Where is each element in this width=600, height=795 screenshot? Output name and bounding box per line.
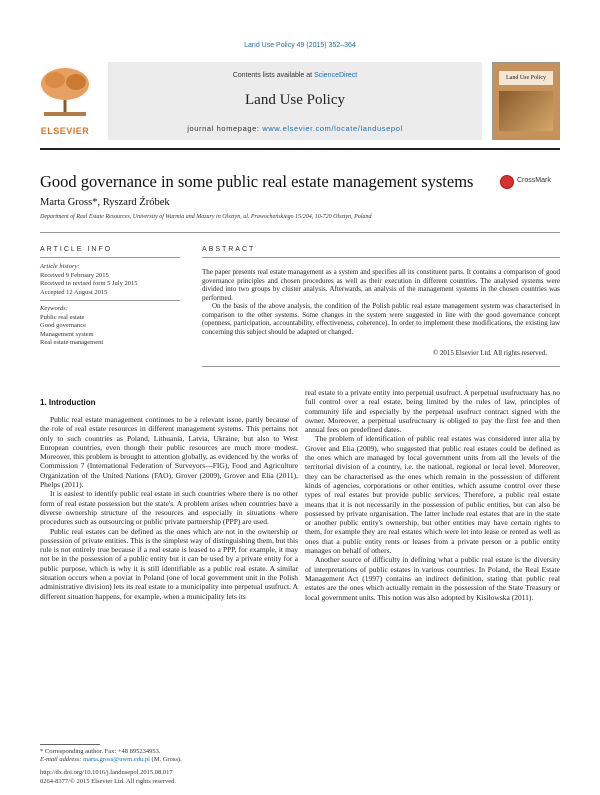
history-revised: Received in revised form 5 July 2015 (40, 280, 138, 287)
keywords (40, 305, 180, 348)
footnote-separator (40, 744, 100, 745)
history-received: Received 9 February 2015 (40, 271, 109, 279)
body-paragraph: real estate to a private entity into perpetual usufruct. A perpetual usufructuary has no full control over a real estate, being limited by the rules of law, principles of community life and especially by the perpetual usufruct contract signed with the owner. Moreover, a perpetual usufructuary is obliged to pay the first fee and then annual fees on predefined dates. (305, 388, 560, 435)
abstract-bottom-rule (202, 366, 560, 367)
contents-line (108, 72, 482, 79)
contents-prefix: Contents lists available at (232, 72, 315, 79)
cover-title: Land Use Policy (499, 71, 553, 85)
keywords-rule (40, 300, 180, 301)
article-info-heading: ARTICLE INFO (40, 246, 113, 253)
body-left-column (40, 415, 298, 601)
article-info-rule (40, 257, 180, 258)
abstract-heading: ABSTRACT (202, 246, 256, 253)
email-label: E-mail address: (40, 756, 84, 763)
footnote-corresponding: * Corresponding author. Fax: +48 895234953. (40, 748, 161, 755)
title-rule (40, 232, 560, 233)
history-accepted: Accepted 12 August 2015 (40, 288, 108, 296)
footnote-email (40, 756, 300, 764)
crossmark-icon (500, 175, 514, 189)
keywords-label: Keywords: (40, 305, 68, 312)
publisher-name: ELSEVIER (40, 126, 90, 136)
keyword-item: Management system (40, 330, 94, 338)
crossmark-label: CrossMark (517, 177, 551, 184)
abstract-copyright: © 2015 Elsevier Ltd. All rights reserved. (432, 349, 547, 357)
journal-title: Land Use Policy (245, 92, 345, 108)
body-paragraph: Another source of difficulty in defining what a public real estate is the diversity of interpretations of public estates in various countries. In Poland, the Real Estate Management Act (1997) contains an indirect definition, stating that public real estates are the ones which actually remain in the possession of the State Treasury or local government units. This notion was also adopted by Kisiłowska (2011). (305, 555, 560, 602)
journal-homepage (108, 124, 482, 133)
header-rule (40, 148, 560, 150)
email-suffix: (M. Gross). (149, 756, 182, 763)
sciencedirect-link[interactable]: ScienceDirect (314, 72, 358, 79)
body-paragraph: The problem of identification of public real estates was considered inter alia by Grover and Elia (2009), who suggested that public real estates could be defined as the ones which are managed by local government units from all the levels of the territorial division of a country, i.e. the national, regional or local level. Moreover, they can be characterised as the ones which remain in the possession of different kinds of agencies, corporations or other entities, which assume control over these types of real estates but provide public services. Therefore, a public real estate means that it is not necessarily in the possession of public entities, but can also be possessed by private organisation. The latter include real estates that are in the state or another public entity's ownership, but other entities may have certain rights to them, for example they are real estates which were let into lease or rented as well as ones that a public entity rents or leases from a private person or a public entity manages on behalf of others. (305, 434, 560, 556)
article-history (40, 263, 180, 297)
body-paragraph: It is easiest to identify public real estate in such countries where there is no other form of real estate possession but the state's. A problem arises when countries have a diverse ownership structure of the resources and especially in situations where procedures such as outsourcing or public private partnership (PPP) are used. (40, 489, 298, 527)
authors: Marta Gross*, Ryszard Źróbek (40, 197, 170, 208)
crossmark-badge[interactable] (500, 174, 556, 192)
issn-line: 0264-8377/© 2015 Elsevier Ltd. All rights reserved. (40, 778, 176, 785)
homepage-link[interactable]: www.elsevier.com/locate/landusepol (262, 124, 403, 133)
section-heading-introduction: 1. Introduction (40, 398, 96, 407)
keyword-item: Real estate management (40, 339, 104, 346)
cover-artwork (499, 91, 553, 131)
body-paragraph: Public real estate management continues to be a relevant issue, partly because of the role of real estate resources in different management systems. This pertains not only to such countries as Poland, Lithuania, Latvia, Ukraine, but also to West European countries, even though their public resources are much more modest. Moreover, this problem is brought to attention globally, as evidenced by the works of Commission 7 (International Federation of Surveyors—FIG), Food and Agriculture Organization of the United Nations (FAO), Grover (2009), Grover and Elia (2011), Phelps (2011). (40, 415, 298, 490)
affiliation: Department of Real Estate Resources, University of Warmia and Mazury in Olsztyn, ul. Prawocheńskiego 15/204, 10-720 Olsztyn, Poland (40, 214, 372, 220)
body-paragraph: Public real estates can be defined as the ones which are not in the ownership or possession of private entities. This is the simplest way of distinguishing them, but this rule is not entirely true because if a real estate is leased to a PPP, for example, it may not be in the possession of a public entity but it can be used by a private entity for a public purpose, which is why it is still identifiable as a public real estate. A similar situation occurs when a poviat in Poland (one of local government unit in the Polish administrative division) lets its real estate to a municipality into perpetual usufruct. A different situation happens, for example, when a municipality lets its (40, 526, 298, 601)
abstract-text (202, 268, 560, 336)
abstract-rule (202, 257, 560, 258)
body-right-column (305, 388, 560, 602)
keyword-item: Good governance (40, 322, 87, 329)
abstract-paragraph-2: On the basis of the above analysis, the condition of the Polish public real estate management system was characterised in comparison to the other systems. Some changes in the system were suggested in line with the good governance concept (openness, participation, accountability, effectiveness, coherence). In order to implement these modifications, the existing law concerning this subject should be adapted or changed. (202, 302, 560, 336)
abstract-paragraph-1: The paper presents real estate management as a system and specifies all its constituent parts. It contains a comparison of good governance principles and chosen procedures as well as their execution in different countries. The analysed systems were divided into two groups by cluster analysis. Afterwards, an analysis of the management systems in the chosen countries was performed. (202, 268, 560, 302)
homepage-prefix: journal homepage: (187, 124, 263, 133)
history-label: Article history: (40, 263, 80, 270)
doi-link[interactable]: http://dx.doi.org/10.1016/j.landusepol.2015.08.017 (40, 769, 173, 776)
journal-cover-image (492, 62, 560, 140)
journal-reference[interactable]: Land Use Policy 49 (2015) 352–364 (244, 42, 356, 49)
article-title: Good governance in some public real estate management systems (40, 172, 474, 191)
keyword-item: Public real estate (40, 313, 85, 321)
email-link[interactable]: marta.gross@uwm.edu.pl (83, 756, 150, 763)
